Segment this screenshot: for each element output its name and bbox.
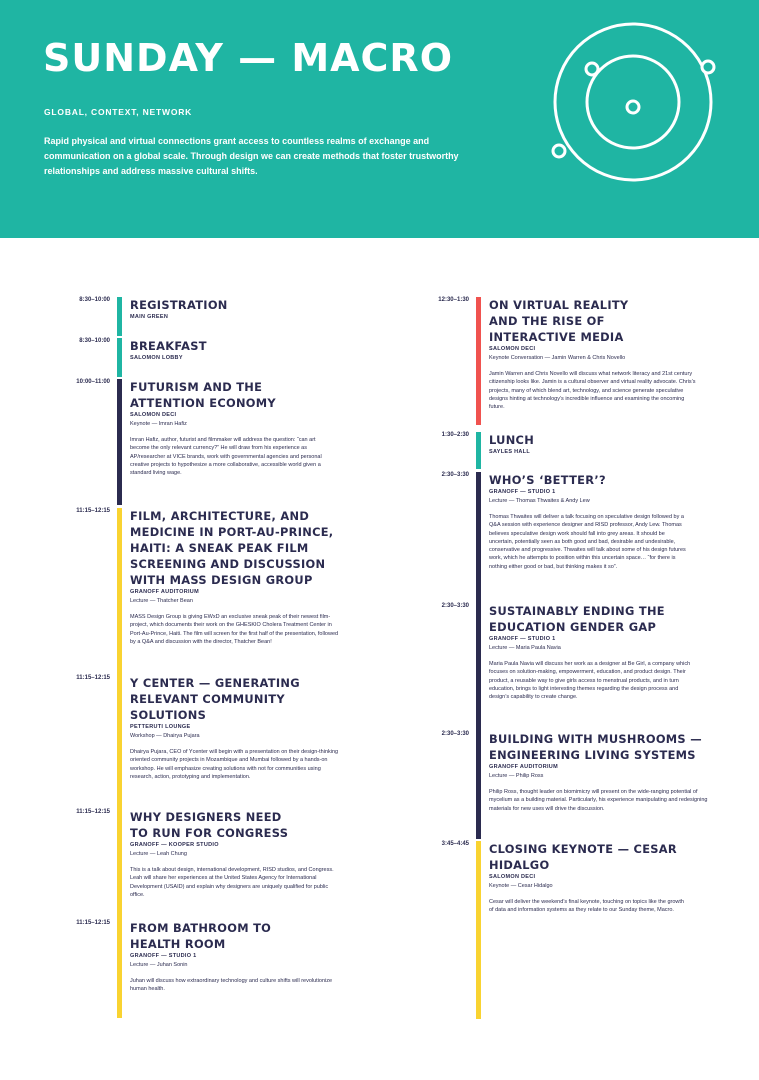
- session-description: Jamin Warren and Chris Novello will discuss what network literacy and 21st century citizenship looks like. Jamin is a cultural observer and virtual reality advocate. Chris’s projects, many of which blend art, technology, and science generate speculative designs hinting at technology’s incredible influence and examining the oncoming future.: [489, 371, 696, 411]
- session-breakfast: [40, 338, 360, 377]
- session-title: FILM, ARCHITECTURE, AND MEDICINE IN PORT-AU-PRINCE, HAITI: A SNEAK PEAK FILM SCREENING AND DISCUSSION WITH MASS DESIGN GROUP: [130, 509, 334, 587]
- session-description: Dhairya Pujara, CEO of Ycenter will begin with a presentation on their design-thinking oriented community projects in Mozambique and Mumbai followed by a hands-on workshop. He will emphasize creating solutions with not for communities using research, action, prototyping and implementation.: [130, 749, 339, 780]
- session-time: 3:45–4:45: [441, 841, 469, 847]
- session-location: GRANOFF — STUDIO 1: [489, 636, 556, 642]
- session-location: SALOMON DECI: [130, 412, 177, 418]
- intro-paragraph: Rapid physical and virtual connections grant access to countless realms of exchange and communication on a global scale. Through design we can create methods that foster trustworthy relationships and address massive cultural shifts.: [44, 136, 459, 176]
- session-location: PETTERUTI LOUNGE: [130, 724, 191, 730]
- session-type: Lecture — Thatcher Bean: [130, 598, 193, 604]
- session-closing-keynote: [400, 841, 720, 1019]
- session-bar: [476, 432, 481, 469]
- session-bar: [117, 297, 122, 336]
- session-location: SAYLES HALL: [489, 449, 530, 455]
- session-type: Keynote Conversation — Jamin Warren & Chris Novello: [489, 355, 626, 361]
- session-bathroom-health: [40, 920, 360, 1010]
- session-location: GRANOFF AUDITORIUM: [489, 764, 558, 770]
- session-bar: [476, 841, 481, 1019]
- session-description: MASS Design Group is giving EWxD an exclusive sneak peak of their newest film-project, which documents their work on the GHESKIO Cholera Treatment Center in Port-Au-Prince, Haiti. The film will screen for the first half of the presentation, followed by a Q&A and discussion with the director, Thatcher Bean!: [130, 614, 339, 645]
- session-time: 2:30–3:30: [441, 731, 469, 737]
- session-time: 12:30–1:30: [438, 297, 469, 303]
- session-type: Keynote — Imran Hafiz: [130, 421, 187, 427]
- session-y-center: [40, 675, 360, 795]
- session-time: 11:15–12:15: [76, 920, 110, 926]
- session-location: SALOMON DECI: [489, 346, 536, 352]
- session-lunch: [400, 432, 720, 469]
- session-description: Cesar will deliver the weekend’s final keynote, touching on topics like the growth of data and information systems as they relate to our Sunday theme, Macro.: [489, 899, 684, 914]
- session-description: Juhan will discuss how extraordinary technology and culture shifts will revolutionize human health.: [130, 978, 333, 993]
- session-title: BREAKFAST: [130, 339, 207, 353]
- session-time: 1:30–2:30: [441, 432, 469, 438]
- session-location: SALOMON LOBBY: [130, 355, 183, 361]
- session-time: 2:30–3:30: [441, 603, 469, 609]
- session-location: GRANOFF AUDITORIUM: [130, 589, 199, 595]
- session-type: Lecture — Leah Chung: [130, 851, 187, 857]
- session-futurism: [40, 379, 360, 505]
- session-time: 2:30–3:30: [441, 472, 469, 478]
- header-banner: [0, 0, 759, 238]
- page-title: SUNDAY — MACRO: [43, 36, 453, 80]
- session-bar: [476, 297, 481, 425]
- session-registration: [40, 297, 360, 336]
- session-bar: [117, 379, 122, 505]
- session-type: Lecture — Thomas Thwaites & Andy Lew: [489, 498, 590, 504]
- session-time: 8:30–10:00: [79, 297, 110, 303]
- session-title: FROM BATHROOM TO HEALTH ROOM: [130, 921, 272, 951]
- session-title: LUNCH: [489, 433, 535, 447]
- session-time: 8:30–10:00: [79, 338, 110, 344]
- session-title: ON VIRTUAL REALITY AND THE RISE OF INTERACTIVE MEDIA: [489, 298, 629, 344]
- session-description: Imran Hafiz, author, futurist and filmmaker will address the question: “can art become the only relevant currency?” He will draw from his experience as AP/researcher at VICE brands, work with governmental agencies and personal creative projects to hypothesize a more collaborative, accessible world given a standard living wage.: [130, 437, 322, 477]
- page-subtitle: GLOBAL, CONTEXT, NETWORK: [44, 107, 193, 117]
- session-title: Y CENTER — GENERATING RELEVANT COMMUNITY SOLUTIONS: [130, 676, 300, 722]
- session-description: Maria Paula Navia will discuss her work as a designer at Be Girl, a company which focuses on solution-making, empowerment, education, and product design. Their product, a reusable way to give girls access to menstrual products, and in turn education, brings to light interesting themes regarding the design process and design’s capability to create change.: [489, 661, 691, 701]
- session-mushrooms: [400, 731, 730, 831]
- session-location: MAIN GREEN: [130, 314, 169, 320]
- session-title: FUTURISM AND THE ATTENTION ECONOMY: [130, 380, 276, 410]
- session-education-gender-gap: [400, 603, 720, 723]
- session-time: 10:00–11:00: [76, 379, 110, 385]
- network-orbit-icon: [545, 14, 721, 190]
- session-virtual-reality: [400, 297, 720, 425]
- session-title: WHY DESIGNERS NEED TO RUN FOR CONGRESS: [130, 810, 289, 840]
- session-time: 11:15–12:15: [76, 675, 110, 681]
- session-type: Lecture — Maria Paula Navia: [489, 645, 561, 651]
- session-location: GRANOFF — STUDIO 1: [489, 489, 556, 495]
- session-title: CLOSING KEYNOTE — CESAR HIDALGO: [489, 842, 677, 872]
- session-title: WHO’S ‘BETTER’?: [489, 473, 606, 487]
- session-description: Thomas Thwaites will deliver a talk focusing on speculative design followed by a Q&A session with experience designer and RISD professor, Andy Lew. Thomas believes speculative design work should fall into grey areas. It should be uncertain, potentially seen as both good and bad, desirable and undesirable, conservative and progressive. Thwaites will talk about some of his design futures work, which he attempts to position within this uncertain space… “for there is nothing either good or bad, but thinking makes it so”.: [489, 514, 686, 570]
- session-designers-congress: [40, 809, 360, 909]
- session-description: Philip Ross, thought leader on biomimicry will present on the wide-ranging potential of mycelium as a building material. Particularly, his experience manipulating and redesigning materials for new uses will drive the discussion.: [489, 789, 708, 812]
- session-title: BUILDING WITH MUSHROOMS — ENGINEERING LIVING SYSTEMS: [489, 732, 702, 762]
- session-location: GRANOFF — KOOPER STUDIO: [130, 842, 219, 848]
- session-bar: [117, 338, 122, 377]
- session-title: REGISTRATION: [130, 298, 228, 312]
- session-type: Keynote — Cesar Hidalgo: [489, 883, 553, 889]
- session-description: This is a talk about design, international development, RISD studios, and Congress. Leah will share her experiences at the United States Agency for International Development (USAID) and explain why designers are uniquely qualified for public office.: [130, 867, 334, 898]
- session-location: SALOMON DECI: [489, 874, 536, 880]
- session-type: Workshop — Dhairya Pujara: [130, 733, 200, 739]
- session-location: GRANOFF — STUDIO 1: [130, 953, 197, 959]
- session-type: Lecture — Juhan Sonin: [130, 962, 188, 968]
- session-time: 11:15–12:15: [76, 809, 110, 815]
- session-title: SUSTAINABLY ENDING THE EDUCATION GENDER GAP: [489, 604, 665, 634]
- session-type: Lecture — Philip Ross: [489, 773, 544, 779]
- session-time: 11:15–12:15: [76, 508, 110, 514]
